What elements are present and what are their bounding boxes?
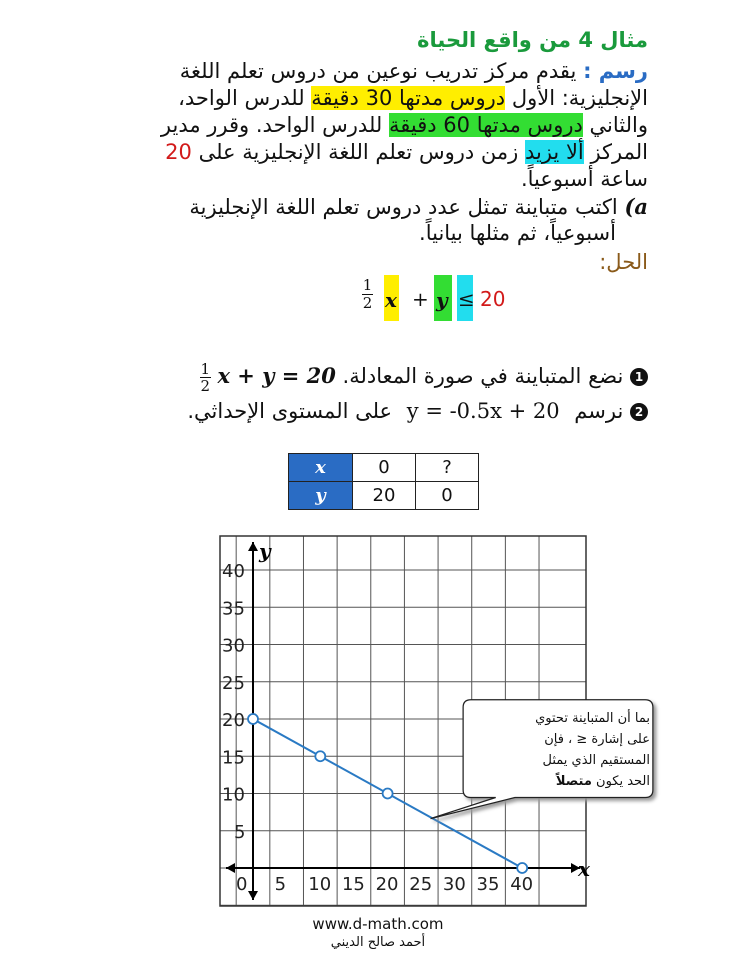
table-row: [289, 482, 479, 510]
problem-line: [38, 85, 648, 112]
continuous-word: متصلاً: [555, 774, 592, 789]
step-1-equation: $\frac{1}{2}$ x + y = 20: [200, 360, 336, 395]
x-tick-label: 0: [236, 874, 248, 895]
x-tick-label: 10: [308, 874, 332, 895]
rhs-number: 20: [480, 287, 506, 311]
x-tick-label: 25: [409, 874, 433, 895]
y-tick-label: 40: [222, 561, 245, 582]
table-cell: 20: [353, 482, 416, 510]
y-tick-label: 5: [234, 821, 246, 843]
hours-number: 20: [165, 140, 192, 164]
problem-line: [38, 58, 648, 85]
problem-text: يقدم مركز تدريب نوعين من دروس تعلم اللغة: [179, 59, 577, 83]
y-tick-label: 35: [222, 598, 245, 620]
step-1-text: نضع المتباينة في صورة المعادلة.: [342, 364, 624, 388]
y-tick-label: 25: [222, 672, 245, 694]
problem-line: [38, 112, 648, 139]
table-cell: 0: [353, 454, 416, 482]
highlight-60min: دروس مدتها 60 دقيقة: [388, 113, 583, 137]
part-a-line: أسبوعياً، ثم مثلها بيانياً.: [419, 221, 616, 245]
y-tick-label: 30: [222, 635, 245, 657]
part-text: اكتب متباينة تمثل عدد دروس تعلم اللغة الإنجليزية: [189, 195, 618, 219]
y-axis-label: y: [259, 539, 271, 563]
step-1-bullet: 1: [630, 368, 648, 386]
problem-text: للدرس الواحد. وقرر مدير: [160, 113, 383, 137]
table-y-header: y: [289, 482, 353, 510]
data-point: [383, 789, 393, 799]
x-tick-label: 30: [442, 874, 466, 895]
highlight-30min: دروس مدتها 30 دقيقة: [311, 86, 506, 110]
problem-text: الإنجليزية: الأول: [511, 86, 648, 110]
footer-url[interactable]: www.d-math.com: [312, 915, 444, 933]
y-axis-arrow-bottom: [248, 891, 258, 900]
inequality: [362, 275, 522, 323]
data-point: [517, 863, 527, 873]
highlight-not-exceed: ألا يزيد: [524, 140, 584, 164]
problem-line: [38, 139, 648, 166]
plus-sign: +: [412, 287, 429, 311]
callout-text: بما أن المتباينة تحتوي على إشارة ≤ ، فإن المستقيم الذي يمثل الحد يكون متصلاً: [535, 711, 650, 789]
y-tick-label: 10: [222, 784, 245, 806]
data-point: [315, 751, 325, 761]
x-tick-label: 15: [341, 874, 365, 895]
data-point: [248, 714, 258, 724]
problem-text: والثاني: [589, 113, 648, 137]
step-1: [200, 361, 648, 394]
x-axis-arrow-left: [226, 863, 235, 873]
y-tick-label: 15: [222, 747, 245, 769]
x-tick-label: 40: [510, 874, 534, 895]
y-tick-label: 20: [222, 710, 245, 731]
step-2-text: نرسم: [574, 399, 624, 423]
step-2-tail: على المستوى الإحداثي.: [187, 399, 393, 423]
table-cell: 0: [416, 482, 479, 510]
table-x-header: x: [289, 454, 353, 482]
problem-text: المركز: [590, 140, 648, 164]
var-y: 𝒚: [436, 288, 448, 312]
y-axis-arrow: [248, 542, 258, 551]
table-row: [289, 454, 479, 482]
values-table: [288, 453, 479, 510]
example-title: مثال 4 من واقع الحياة: [417, 28, 648, 52]
problem-text: زمن دروس تعلم اللغة الإنجليزية على: [198, 140, 519, 164]
var-x: 𝒙: [385, 288, 397, 312]
step-2: [187, 398, 648, 425]
step-2-bullet: 2: [630, 403, 648, 421]
x-axis-label: x: [578, 857, 590, 881]
solution-label: الحل:: [599, 250, 648, 274]
part-a-line: [38, 193, 648, 221]
problem-text: للدرس الواحد،: [178, 86, 305, 110]
footer-author: أحمد صالح الديني: [330, 935, 426, 950]
le-sign: ≤: [458, 287, 475, 311]
step-2-equation: y = -0.5x + 20: [406, 399, 560, 423]
x-tick-label: 35: [476, 874, 500, 895]
fraction-half: 1 2: [362, 276, 373, 312]
table-cell: ?: [416, 454, 479, 482]
problem-line: ساعة أسبوعياً.: [520, 167, 648, 191]
part-label: a): [624, 194, 648, 219]
problem-lead: رسم :: [583, 59, 648, 83]
x-tick-label: 5: [274, 874, 287, 895]
x-tick-label: 20: [375, 874, 399, 895]
